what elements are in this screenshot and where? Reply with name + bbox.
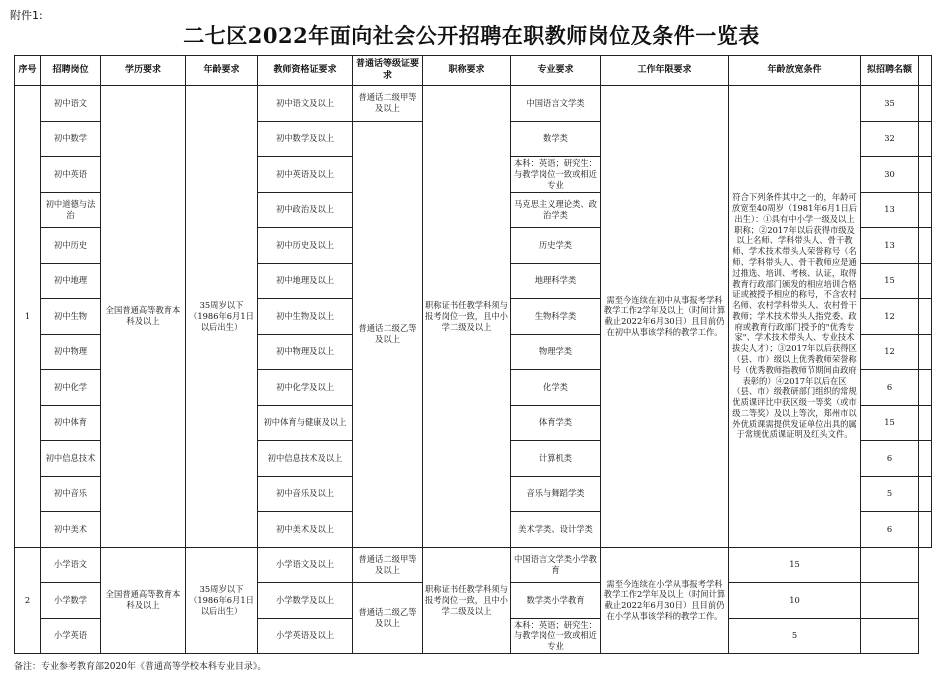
post-cell: 初中音乐: [41, 476, 101, 512]
quota-cell: 6: [861, 441, 919, 477]
table-row: [15, 86, 932, 122]
major-cell: 本科：英语；研究生：与教学岗位一致或相近专业: [511, 618, 601, 654]
gap-cell: [919, 86, 932, 122]
cert-cell: 小学数学及以上: [258, 583, 353, 619]
post-cell: 初中道德与法治: [41, 192, 101, 228]
cert-cell: 初中语文及以上: [258, 86, 353, 122]
major-cell: 化学类: [511, 370, 601, 406]
cert-cell: 初中化学及以上: [258, 370, 353, 406]
quota-cell: 32: [861, 121, 919, 157]
gap-cell: [861, 583, 919, 619]
cert-cell: 初中英语及以上: [258, 157, 353, 193]
major-cell: 中国语言文学类: [511, 86, 601, 122]
post-cell: 小学数学: [41, 583, 101, 619]
page-title: 二七区2022年面向社会公开招聘在职教师岗位及条件一览表: [183, 23, 760, 48]
header-seq: 序号: [15, 56, 41, 86]
cert-cell: 初中音乐及以上: [258, 476, 353, 512]
cert-cell: 小学语文及以上: [258, 547, 353, 583]
cert-cell: 初中物理及以上: [258, 334, 353, 370]
group-1: [15, 86, 932, 548]
table-row: [15, 547, 932, 583]
group1-seq: 1: [15, 86, 41, 548]
post-cell: 小学语文: [41, 547, 101, 583]
cert-cell: 初中政治及以上: [258, 192, 353, 228]
header-age-relaxation: 年龄放宽条件: [729, 56, 861, 86]
quota-cell: 30: [861, 157, 919, 193]
group1-title-requirement: 职称证书任教学科须与报考岗位一致，且中小学二级及以上: [423, 86, 511, 548]
quota-cell: 15: [861, 405, 919, 441]
major-cell: 中国语言文学类小学教育: [511, 547, 601, 583]
gap-cell: [919, 299, 932, 335]
gap-cell: [919, 512, 932, 548]
major-cell: 美术学类、设计学类: [511, 512, 601, 548]
gap-cell: [861, 547, 919, 583]
cert-cell: 初中历史及以上: [258, 228, 353, 264]
header-age: 年龄要求: [186, 56, 258, 86]
post-cell: 初中物理: [41, 334, 101, 370]
quota-cell: 15: [729, 547, 861, 583]
group1-mandarin-b: 普通话二级乙等及以上: [353, 121, 423, 547]
cert-cell: 初中信息技术及以上: [258, 441, 353, 477]
quota-cell: 13: [861, 228, 919, 264]
post-cell: 初中化学: [41, 370, 101, 406]
cert-cell: 初中美术及以上: [258, 512, 353, 548]
major-cell: 音乐与舞蹈学类: [511, 476, 601, 512]
post-cell: 初中信息技术: [41, 441, 101, 477]
quota-cell: 12: [861, 299, 919, 335]
group2-work-years: 需至今连续在小学从事报考学科教学工作2学年及以上（时间计算截止2022年6月30日）且目前仍在小学从事该学科的教学工作。: [601, 547, 729, 654]
post-cell: 初中地理: [41, 263, 101, 299]
major-cell: 体育学类: [511, 405, 601, 441]
quota-cell: 10: [729, 583, 861, 619]
group2-age: 35周岁以下（1986年6月1日以后出生）: [186, 547, 258, 654]
post-cell: 初中数学: [41, 121, 101, 157]
group2-title-requirement: 职称证书任教学科须与报考岗位一致，且中小学二级及以上: [423, 547, 511, 654]
cert-cell: 初中体育与健康及以上: [258, 405, 353, 441]
header-row: [15, 56, 932, 86]
major-cell: 地理科学类: [511, 263, 601, 299]
quota-cell: 13: [861, 192, 919, 228]
header-work-years: 工作年限要求: [601, 56, 729, 86]
gap-cell: [919, 228, 932, 264]
group-2: [15, 547, 932, 654]
gap-cell: [919, 370, 932, 406]
post-cell: 初中美术: [41, 512, 101, 548]
quota-cell: 35: [861, 86, 919, 122]
gap-cell: [861, 618, 919, 654]
group2-seq: 2: [15, 547, 41, 654]
gap-cell: [919, 121, 932, 157]
header-major: 专业要求: [511, 56, 601, 86]
post-cell: 初中体育: [41, 405, 101, 441]
major-cell: 本科：英语；研究生：与教学岗位一致或相近专业: [511, 157, 601, 193]
quota-cell: 12: [861, 334, 919, 370]
post-cell: 初中生物: [41, 299, 101, 335]
header-certificate: 教师资格证要求: [258, 56, 353, 86]
major-cell: 历史学类: [511, 228, 601, 264]
quota-cell: 5: [861, 476, 919, 512]
gap-cell: [919, 441, 932, 477]
post-cell: 初中英语: [41, 157, 101, 193]
header-post: 招聘岗位: [41, 56, 101, 86]
header-title-requirement: 职称要求: [423, 56, 511, 86]
quota-cell: 6: [861, 370, 919, 406]
footnote: 备注：专业参考教育部2020年《普通高等学校本科专业目录》。: [14, 662, 267, 672]
cert-cell: 小学英语及以上: [258, 618, 353, 654]
header-gap: [919, 56, 932, 86]
group2-mandarin-a: 普通话二级甲等及以上: [353, 547, 423, 583]
group1-work-years: 需至今连续在初中从事报考学科教学工作2学年及以上（时间计算截止2022年6月30日）且目前仍在初中从事该学科的教学工作。: [601, 86, 729, 548]
quota-cell: 5: [729, 618, 861, 654]
group1-mandarin-a: 普通话二级甲等及以上: [353, 86, 423, 122]
header-mandarin: 普通话等级证要求: [353, 56, 423, 86]
gap-cell: [919, 192, 932, 228]
post-cell: 初中历史: [41, 228, 101, 264]
major-cell: 生物科学类: [511, 299, 601, 335]
header-education: 学历要求: [101, 56, 186, 86]
major-cell: 计算机类: [511, 441, 601, 477]
post-cell: 小学英语: [41, 618, 101, 654]
attachment-label: 附件1:: [10, 9, 43, 22]
major-cell: 数学类小学教育: [511, 583, 601, 619]
major-cell: 马克思主义理论类、政治学类: [511, 192, 601, 228]
group1-age: 35周岁以下（1986年6月1日以后出生）: [186, 86, 258, 548]
major-cell: 数学类: [511, 121, 601, 157]
header-quota: 拟招聘名额: [861, 56, 919, 86]
age-relaxation-cell: 符合下列条件其中之一的，年龄可放宽至40周岁（1981年6月1日后出生）：①具有中小学一级及以上职称；②2017年以后获得市级及以上名师、学科带头人、骨干教师、学术技术带头人荣誉称号（名师、学科带头人、骨干教师应是通过推选、培训、考核、认证，取得教育行政部门颁发的相应培训合格证或被授予相应的称号，不含农村名师、农村学科带头人、农村骨干教师；学术技术带头人指党委、政府或教育行政部门授予的"优秀专家"、学术技术带头人、专业技术拔尖人才）；③2017年以后获得区（县、市）级以上优秀教师荣誉称号（优秀教师指教师节期间由政府表彰的）④2017年以后在区（县、市）级教研部门组织的常规优质课评比中获区级一等奖（或市级二等奖）及以上等次，郑州市以外优质课需提供发证单位出具的属于常规优质课证明及红头文件。: [729, 86, 861, 548]
positions-table: [14, 55, 932, 654]
gap-cell: [919, 263, 932, 299]
major-cell: 物理学类: [511, 334, 601, 370]
post-cell: 初中语文: [41, 86, 101, 122]
gap-cell: [919, 405, 932, 441]
group2-mandarin-b: 普通话二级乙等及以上: [353, 583, 423, 654]
gap-cell: [919, 334, 932, 370]
cert-cell: 初中数学及以上: [258, 121, 353, 157]
group1-education: 全国普通高等教育本科及以上: [101, 86, 186, 548]
gap-cell: [919, 157, 932, 193]
quota-cell: 15: [861, 263, 919, 299]
cert-cell: 初中生物及以上: [258, 299, 353, 335]
quota-cell: 6: [861, 512, 919, 548]
gap-cell: [919, 476, 932, 512]
group2-education: 全国普通高等教育本科及以上: [101, 547, 186, 654]
cert-cell: 初中地理及以上: [258, 263, 353, 299]
